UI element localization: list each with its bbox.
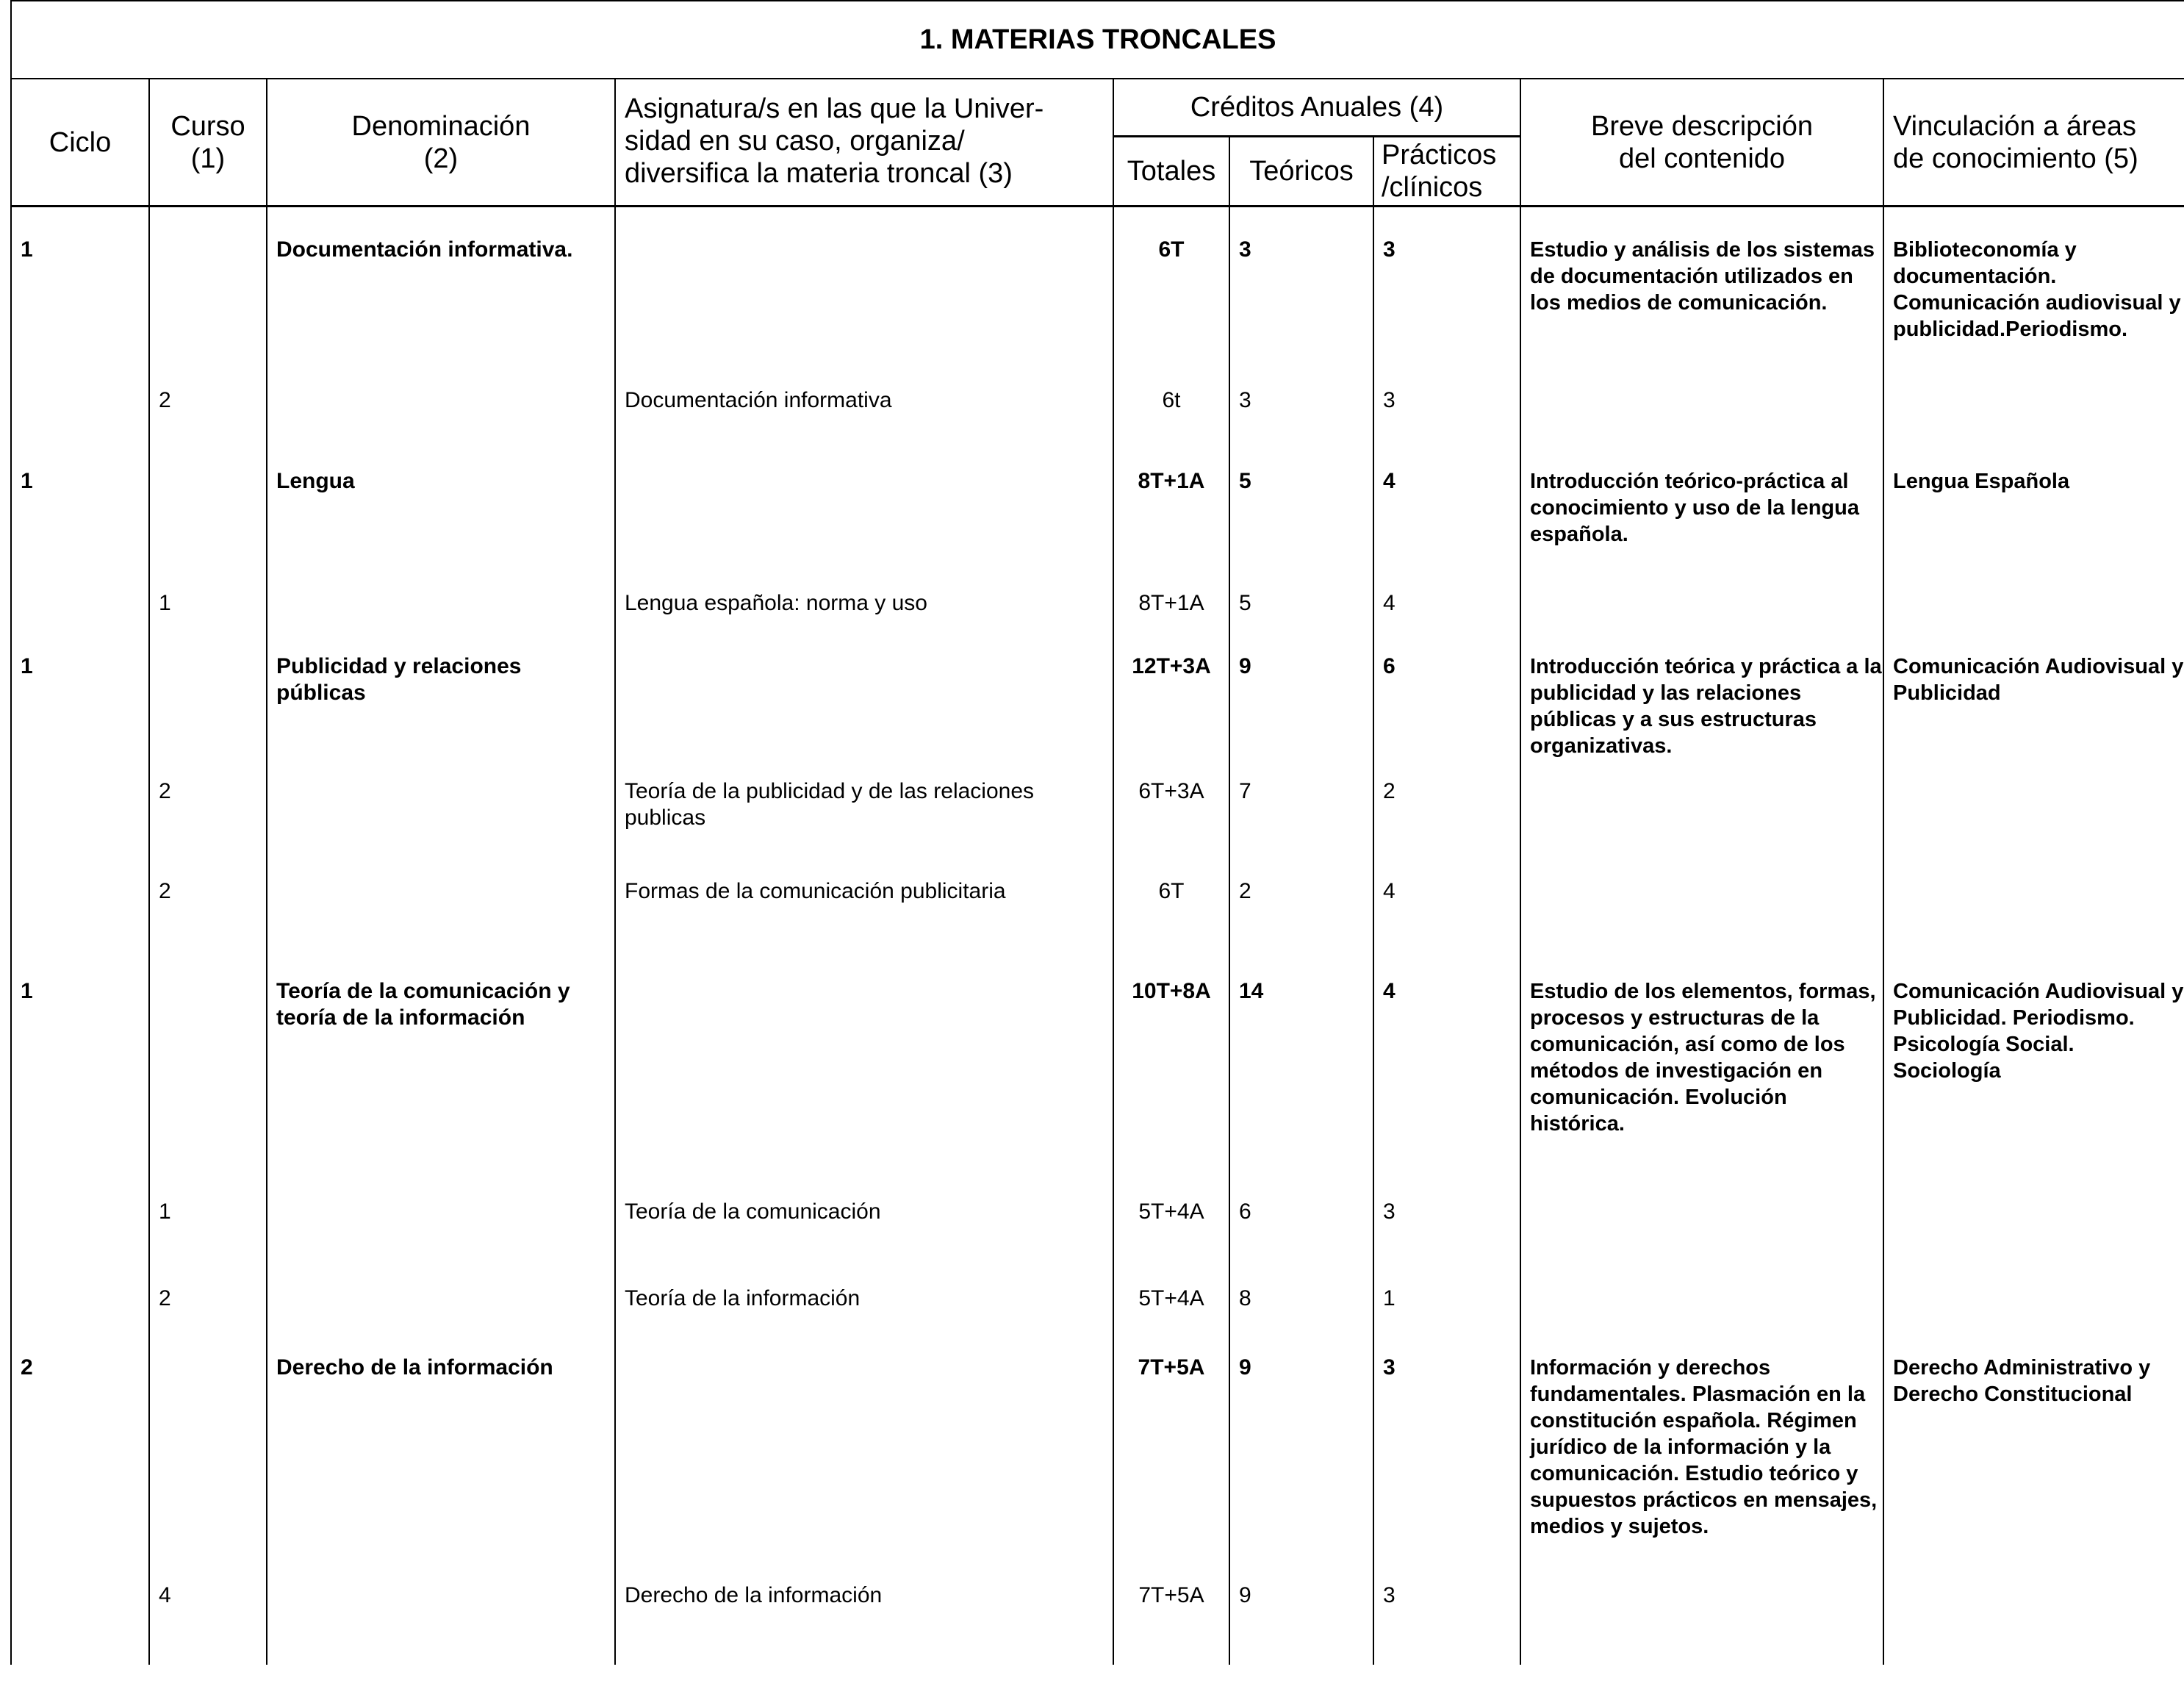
cell-asignatura: Documentación informativa — [615, 377, 1113, 458]
cell-vinculacion: Lengua Española — [1883, 458, 2184, 580]
cell-teoricos: 7 — [1229, 768, 1373, 868]
table-title: 1. MATERIAS TRONCALES — [11, 1, 2184, 79]
cell-totales: 10T+8A — [1113, 968, 1229, 1188]
cell-totales: 7T+5A — [1113, 1572, 1229, 1665]
cell-asignatura: Teoría de la información — [615, 1275, 1113, 1344]
cell-curso: 1 — [149, 1188, 267, 1275]
cell-asignatura — [615, 1344, 1113, 1572]
cell-totales: 6T — [1113, 207, 1229, 377]
cell-ciclo: 1 — [11, 207, 149, 377]
cell-ciclo — [11, 868, 149, 968]
cell-practicos: 3 — [1373, 1344, 1520, 1572]
header-practicos: Prácticos /clínicos — [1373, 137, 1520, 207]
cell-asignatura: Teoría de la comunicación — [615, 1188, 1113, 1275]
cell-vinculacion — [1883, 1188, 2184, 1275]
table-row — [11, 580, 2184, 643]
cell-descripcion: Estudio y análisis de los sistemas de documentación utilizados en los medios de comunicación. — [1520, 207, 1883, 377]
cell-practicos: 3 — [1373, 1572, 1520, 1665]
cell-totales: 12T+3A — [1113, 643, 1229, 768]
table-row — [11, 207, 2184, 377]
cell-teoricos: 3 — [1229, 377, 1373, 458]
cell-practicos: 3 — [1373, 207, 1520, 377]
cell-vinculacion — [1883, 1572, 2184, 1665]
cell-descripcion: Información y derechos fundamentales. Plasmación en la constitución española. Régimen jurídico de la información y la comunicación. Estudio teórico y supuestos prácticos en mensajes, medios y sujetos. — [1520, 1344, 1883, 1572]
cell-totales: 8T+1A — [1113, 580, 1229, 643]
cell-practicos: 4 — [1373, 458, 1520, 580]
cell-descripcion — [1520, 377, 1883, 458]
table-row — [11, 1572, 2184, 1665]
cell-asignatura — [615, 458, 1113, 580]
cell-ciclo: 1 — [11, 458, 149, 580]
cell-vinculacion — [1883, 377, 2184, 458]
table-row — [11, 1188, 2184, 1275]
cell-descripcion: Estudio de los elementos, formas, procesos y estructuras de la comunicación, así como de los métodos de investigación en comunicación. Evolución histórica. — [1520, 968, 1883, 1188]
cell-vinculacion — [1883, 1275, 2184, 1344]
cell-denominacion: Lengua — [267, 458, 615, 580]
cell-practicos: 4 — [1373, 580, 1520, 643]
cell-asignatura — [615, 968, 1113, 1188]
cell-descripcion — [1520, 868, 1883, 968]
table-row — [11, 1344, 2184, 1572]
header-creditos: Créditos Anuales (4) — [1113, 79, 1520, 137]
header-vinculacion: Vinculación a áreas de conocimiento (5) — [1883, 79, 2184, 207]
cell-practicos: 2 — [1373, 768, 1520, 868]
cell-curso — [149, 643, 267, 768]
materias-troncales-table — [10, 0, 2184, 1665]
cell-teoricos: 5 — [1229, 580, 1373, 643]
cell-asignatura: Formas de la comunicación publicitaria — [615, 868, 1113, 968]
cell-ciclo — [11, 1275, 149, 1344]
cell-denominacion: Derecho de la información — [267, 1344, 615, 1572]
table-body — [11, 207, 2184, 1665]
cell-teoricos: 2 — [1229, 868, 1373, 968]
cell-totales: 5T+4A — [1113, 1275, 1229, 1344]
cell-teoricos: 3 — [1229, 207, 1373, 377]
cell-denominacion: Documentación informativa. — [267, 207, 615, 377]
header-asignatura: Asignatura/s en las que la Univer- sidad en su caso, organiza/ diversifica la materia troncal (3) — [615, 79, 1113, 207]
cell-asignatura: Lengua española: norma y uso — [615, 580, 1113, 643]
cell-asignatura: Teoría de la publicidad y de las relaciones publicas — [615, 768, 1113, 868]
cell-teoricos: 14 — [1229, 968, 1373, 1188]
cell-vinculacion: Comunicación Audiovisual y Publicidad — [1883, 643, 2184, 768]
cell-teoricos: 9 — [1229, 643, 1373, 768]
cell-totales: 6T+3A — [1113, 768, 1229, 868]
cell-denominacion — [267, 1572, 615, 1665]
cell-denominacion — [267, 868, 615, 968]
cell-ciclo — [11, 1572, 149, 1665]
cell-curso: 2 — [149, 377, 267, 458]
table-row — [11, 643, 2184, 768]
cell-totales: 6T — [1113, 868, 1229, 968]
cell-practicos: 3 — [1373, 1188, 1520, 1275]
cell-curso — [149, 207, 267, 377]
cell-curso: 2 — [149, 768, 267, 868]
cell-totales: 7T+5A — [1113, 1344, 1229, 1572]
cell-practicos: 4 — [1373, 968, 1520, 1188]
cell-denominacion: Publicidad y relaciones públicas — [267, 643, 615, 768]
cell-practicos: 4 — [1373, 868, 1520, 968]
cell-vinculacion: Biblioteconomía y documentación. Comunicación audiovisual y publicidad.Periodismo. — [1883, 207, 2184, 377]
cell-denominacion — [267, 1275, 615, 1344]
cell-descripcion — [1520, 1572, 1883, 1665]
table-row — [11, 968, 2184, 1188]
cell-vinculacion: Comunicación Audiovisual y Publicidad. Periodismo. Psicología Social. Sociología — [1883, 968, 2184, 1188]
cell-denominacion — [267, 377, 615, 458]
cell-vinculacion — [1883, 868, 2184, 968]
cell-practicos: 3 — [1373, 377, 1520, 458]
cell-descripcion — [1520, 1188, 1883, 1275]
cell-asignatura — [615, 207, 1113, 377]
cell-ciclo — [11, 768, 149, 868]
cell-practicos: 1 — [1373, 1275, 1520, 1344]
table-row — [11, 868, 2184, 968]
header-teoricos: Teóricos — [1229, 137, 1373, 207]
cell-curso — [149, 1344, 267, 1572]
cell-vinculacion: Derecho Administrativo y Derecho Constitucional — [1883, 1344, 2184, 1572]
header-totales: Totales — [1113, 137, 1229, 207]
table-row — [11, 768, 2184, 868]
cell-teoricos: 5 — [1229, 458, 1373, 580]
cell-denominacion — [267, 768, 615, 868]
cell-curso: 2 — [149, 1275, 267, 1344]
cell-denominacion: Teoría de la comunicación y teoría de la información — [267, 968, 615, 1188]
cell-asignatura: Derecho de la información — [615, 1572, 1113, 1665]
table-row — [11, 1275, 2184, 1344]
cell-ciclo: 1 — [11, 643, 149, 768]
document-page — [10, 0, 2184, 1700]
cell-denominacion — [267, 580, 615, 643]
header-descripcion: Breve descripción del contenido — [1520, 79, 1883, 207]
cell-curso — [149, 458, 267, 580]
cell-practicos: 6 — [1373, 643, 1520, 768]
cell-teoricos: 6 — [1229, 1188, 1373, 1275]
cell-denominacion — [267, 1188, 615, 1275]
cell-descripcion: Introducción teórica y práctica a la publicidad y las relaciones públicas y a sus estructuras organizativas. — [1520, 643, 1883, 768]
cell-descripcion — [1520, 768, 1883, 868]
cell-curso: 2 — [149, 868, 267, 968]
cell-totales: 8T+1A — [1113, 458, 1229, 580]
cell-ciclo — [11, 377, 149, 458]
cell-ciclo: 1 — [11, 968, 149, 1188]
cell-teoricos: 8 — [1229, 1275, 1373, 1344]
cell-descripcion — [1520, 1275, 1883, 1344]
cell-ciclo — [11, 580, 149, 643]
header-denominacion: Denominación (2) — [267, 79, 615, 207]
cell-totales: 6t — [1113, 377, 1229, 458]
cell-ciclo — [11, 1188, 149, 1275]
cell-curso — [149, 968, 267, 1188]
table-row — [11, 458, 2184, 580]
cell-ciclo: 2 — [11, 1344, 149, 1572]
table-row — [11, 377, 2184, 458]
cell-curso: 1 — [149, 580, 267, 643]
cell-teoricos: 9 — [1229, 1344, 1373, 1572]
header-ciclo: Ciclo — [11, 79, 149, 207]
cell-vinculacion — [1883, 768, 2184, 868]
cell-totales: 5T+4A — [1113, 1188, 1229, 1275]
cell-curso: 4 — [149, 1572, 267, 1665]
cell-teoricos: 9 — [1229, 1572, 1373, 1665]
cell-descripcion — [1520, 580, 1883, 643]
header-curso: Curso (1) — [149, 79, 267, 207]
cell-descripcion: Introducción teórico-práctica al conocimiento y uso de la lengua española. — [1520, 458, 1883, 580]
cell-asignatura — [615, 643, 1113, 768]
cell-vinculacion — [1883, 580, 2184, 643]
